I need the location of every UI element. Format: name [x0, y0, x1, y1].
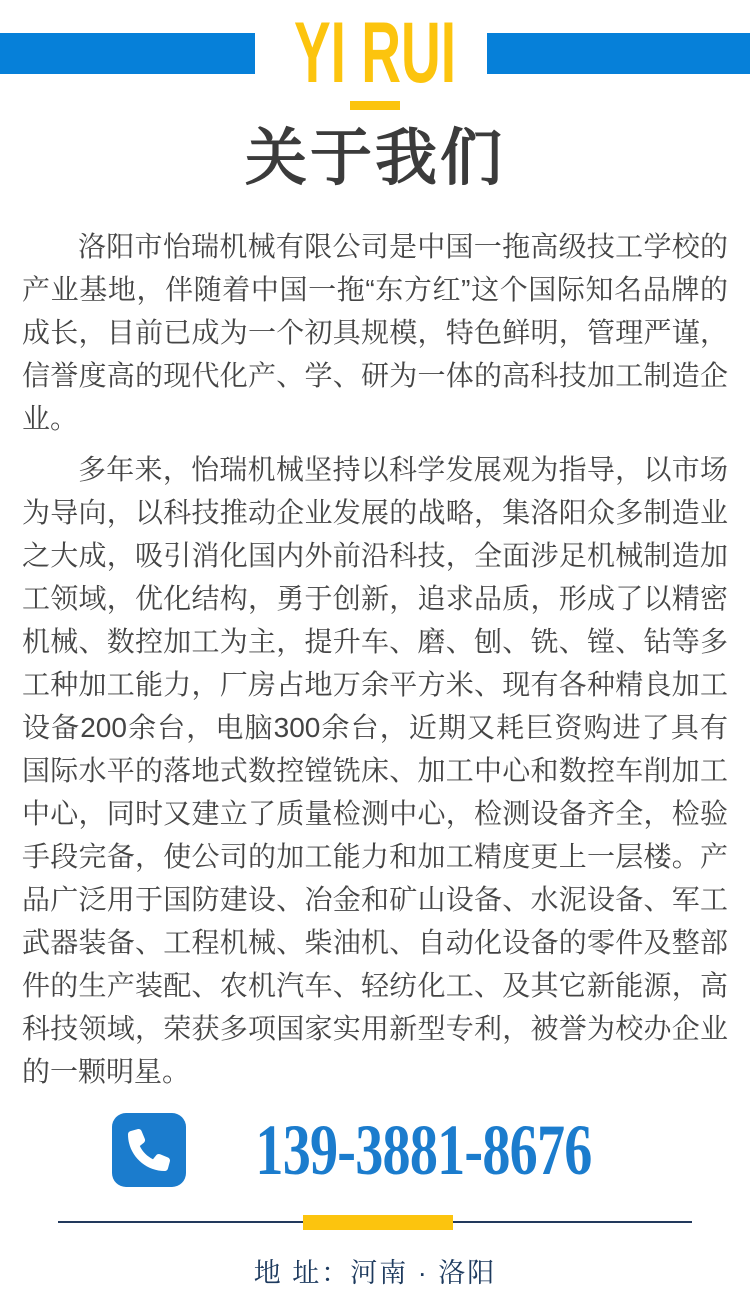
- footer-divider: [0, 1215, 750, 1231]
- phone-contact-row[interactable]: [0, 1110, 750, 1190]
- phone-number[interactable]: 139-3881-8676: [254, 1110, 592, 1190]
- divider-accent: [303, 1215, 453, 1230]
- page-title: 关于我们: [244, 124, 505, 193]
- about-section: [22, 225, 728, 1093]
- phone-icon[interactable]: [112, 1113, 186, 1187]
- brand-logo-text: YI RUI: [293, 5, 457, 101]
- brand-header: [0, 0, 750, 114]
- about-paragraph-1: 洛阳市怡瑞机械有限公司是中国一拖高级技工学校的产业基地，伴随着中国一拖“东方红”这个国际知名品牌的成长，目前已成为一个初具规模，特色鲜明，管理严谨，信誉度高的现代化产、学、研为一体的高科技加工制造企业。: [22, 231, 728, 434]
- brand-underline: [350, 101, 400, 110]
- about-paragraph-2: 多年来，怡瑞机械坚持以科学发展观为指导，以市场为导向，以科技推动企业发展的战略，集洛阳众多制造业之大成，吸引消化国内外前沿科技，全面涉足机械制造加工领域，优化结构，勇于创新，追求品质，形成了以精密机械、数控加工为主，提升车、磨、刨、铣、镗、钻等多工种加工能力，厂房占地万余平方米、现有各种精良加工设备200余台，电脑300余台，近期又耗巨资购进了具有国际水平的落地式数控镗铣床、加工中心和数控车削加工中心，同时又建立了质量检测中心，检测设备齐全，检验手段完备，使公司的加工能力和加工精度更上一层楼。产品广泛用于国防建设、冶金和矿山设备、水泥设备、军工武器装备、工程机械、柴油机、自动化设备的零件及整部件的生产装配、农机汽车、轻纺化工、及其它新能源，高科技领域，荣获多项国家实用新型专利，被誉为校办企业的一颗明星。: [22, 454, 728, 1087]
- address-label: 地 址：河南 · 洛阳: [253, 1258, 497, 1288]
